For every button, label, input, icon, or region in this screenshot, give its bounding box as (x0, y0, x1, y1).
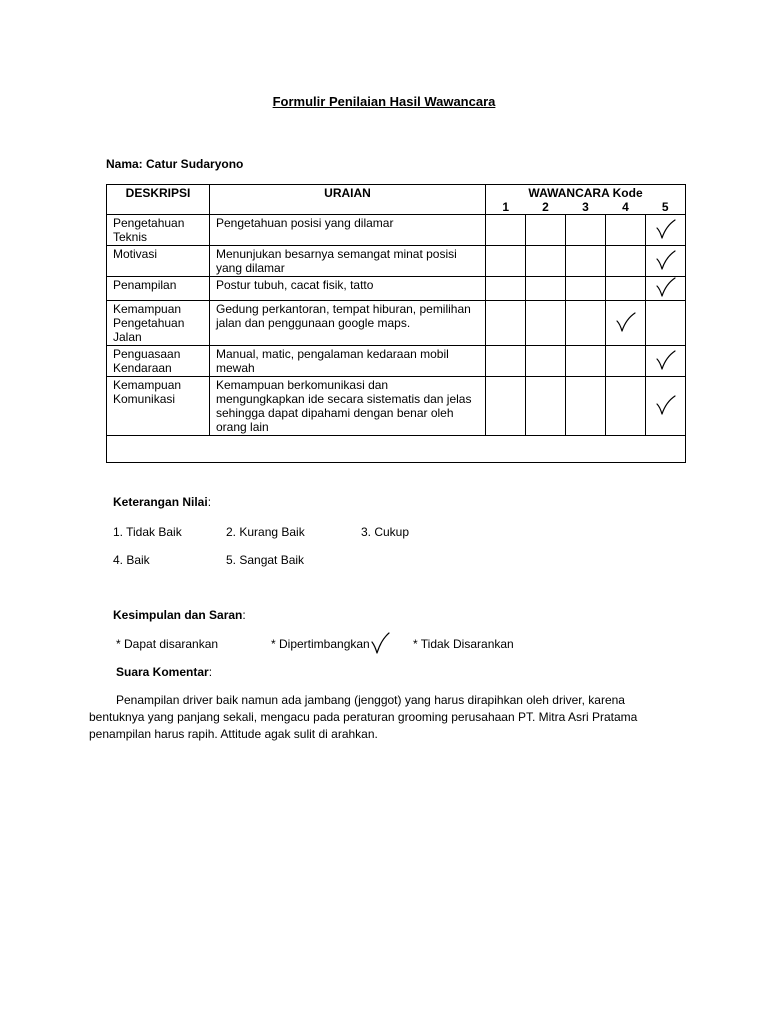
keterangan-heading (113, 495, 211, 509)
score-cell-4 (606, 277, 646, 301)
score-cell-4 (606, 301, 646, 346)
header-kode-1: 1 (486, 200, 526, 215)
checkmark-icon (656, 219, 676, 239)
score-cell-1 (486, 277, 526, 301)
cell-uraian: Pengetahuan posisi yang dilamar (210, 215, 486, 246)
score-cell-2 (526, 301, 566, 346)
table-row (107, 246, 686, 277)
kesimpulan-heading (113, 608, 246, 622)
score-cell-3 (566, 377, 606, 436)
cell-uraian: Manual, matic, pengalaman kedaraan mobil mewah (210, 346, 486, 377)
score-cell-3 (566, 277, 606, 301)
header-kode-5: 5 (646, 200, 686, 215)
cell-deskripsi: Kemampuan Komunikasi (107, 377, 210, 436)
komentar-colon: : (208, 665, 213, 679)
keterangan-colon: : (207, 495, 212, 509)
komentar-line-1: Penampilan driver baik namun ada jambang (jenggot) yang harus dirapihkan oleh driver, karena (116, 693, 625, 707)
header-kode: WAWANCARA Kode (486, 185, 686, 201)
checkmark-icon (656, 277, 676, 297)
header-kode-3: 3 (566, 200, 606, 215)
checkmark-icon (656, 395, 676, 415)
kesimpulan-colon: : (242, 608, 246, 622)
score-cell-4 (606, 377, 646, 436)
cell-deskripsi: Kemampuan Pengetahuan Jalan (107, 301, 210, 346)
checkmark-icon (616, 312, 636, 332)
header-kode-2: 2 (526, 200, 566, 215)
cell-deskripsi: Penguasaan Kendaraan (107, 346, 210, 377)
score-cell-3 (566, 215, 606, 246)
cell-uraian: Gedung perkantoran, tempat hiburan, pemilihan jalan dan penggunaan google maps. (210, 301, 486, 346)
score-cell-1 (486, 301, 526, 346)
score-cell-4 (606, 246, 646, 277)
score-cell-2 (526, 346, 566, 377)
cell-deskripsi: Penampilan (107, 277, 210, 301)
kesimpulan-option-2: * Dipertimbangkan (271, 637, 370, 651)
score-cell-3 (566, 246, 606, 277)
score-cell-5 (646, 277, 686, 301)
kesimpulan-option-2-wrap (271, 630, 390, 654)
komentar-line-3: penampilan harus rapih. Attitude agak sulit di arahkan. (89, 727, 378, 741)
form-title (0, 94, 768, 109)
keterangan-item-2: 2. Kurang Baik (226, 525, 305, 539)
score-cell-3 (566, 346, 606, 377)
score-cell-1 (486, 215, 526, 246)
score-cell-4 (606, 215, 646, 246)
form-title-text: Formulir Penilaian Hasil Wawancara (272, 94, 496, 109)
score-cell-5 (646, 246, 686, 277)
score-cell-3 (566, 301, 606, 346)
checkmark-icon (656, 250, 676, 270)
kesimpulan-option-1: * Dapat disarankan (116, 637, 219, 651)
keterangan-item-5: 5. Sangat Baik (226, 553, 305, 567)
header-kode-4: 4 (606, 200, 646, 215)
table-row (107, 301, 686, 346)
cell-uraian: Menunjukan besarnya semangat minat posisi yang dilamar (210, 246, 486, 277)
keterangan-item-1: 1. Tidak Baik (113, 525, 182, 539)
keterangan-item-3: 3. Cukup (361, 525, 410, 539)
score-cell-5 (646, 346, 686, 377)
score-cell-5 (646, 377, 686, 436)
kesimpulan-label: Kesimpulan dan Saran (113, 608, 243, 622)
score-cell-5 (646, 215, 686, 246)
candidate-name: Nama: Catur Sudaryono (106, 157, 244, 171)
assessment-table (106, 184, 686, 463)
checkmark-icon (656, 350, 676, 370)
score-cell-1 (486, 346, 526, 377)
table-row (107, 346, 686, 377)
keterangan-item-4: 4. Baik (113, 553, 150, 567)
komentar-label: Suara Komentar (116, 665, 209, 679)
cell-deskripsi: Motivasi (107, 246, 210, 277)
score-cell-5 (646, 301, 686, 346)
table-row (107, 277, 686, 301)
kesimpulan-option-3: * Tidak Disarankan (413, 637, 514, 651)
table-row (107, 377, 686, 436)
score-cell-1 (486, 377, 526, 436)
score-cell-4 (606, 346, 646, 377)
keterangan-label: Keterangan Nilai (113, 495, 208, 509)
score-cell-2 (526, 215, 566, 246)
komentar-heading (116, 665, 212, 679)
score-cell-2 (526, 377, 566, 436)
checkmark-icon (370, 632, 390, 654)
cell-uraian: Kemampuan berkomunikasi dan mengungkapkan ide secara sistematis dan jelas sehingga dapat dipahami dengan benar oleh orang lain (210, 377, 486, 436)
table-row (107, 215, 686, 246)
header-deskripsi: DESKRIPSI (107, 185, 210, 215)
score-cell-1 (486, 246, 526, 277)
cell-uraian: Postur tubuh, cacat fisik, tatto (210, 277, 486, 301)
cell-deskripsi: Pengetahuan Teknis (107, 215, 210, 246)
empty-row (107, 436, 686, 463)
empty-cell (107, 436, 686, 463)
komentar-line-2: bentuknya yang panjang sekali, mengacu pada peraturan grooming perusahaan PT. Mitra Asri Pratama (89, 710, 638, 724)
header-uraian: URAIAN (210, 185, 486, 215)
score-cell-2 (526, 246, 566, 277)
score-cell-2 (526, 277, 566, 301)
